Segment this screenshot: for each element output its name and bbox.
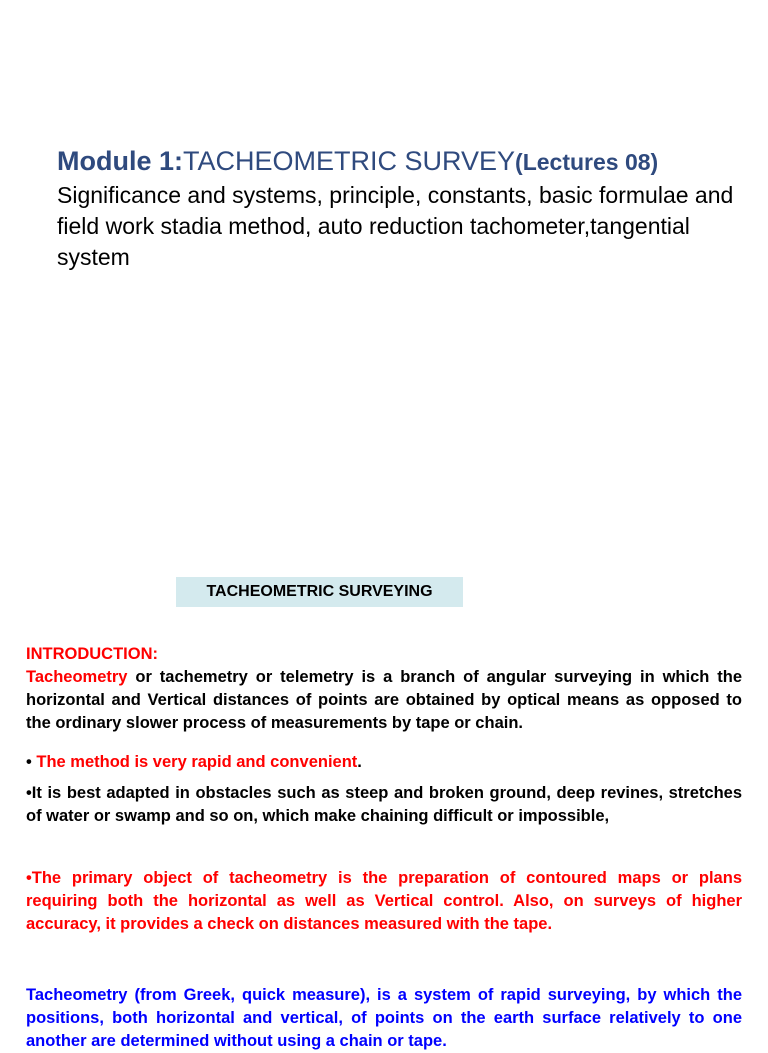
module-label: Module 1: (57, 146, 183, 176)
introduction-term: Tacheometry (26, 668, 128, 686)
bullet-primary-object: •The primary object of tacheometry is the preparation of contoured maps or plans requiring both the horizontal as well as Vertical control. Also, on surveys of higher accuracy, it provides a check on distances measured with the tape. (26, 869, 742, 933)
bullet-rapid-end: . (357, 753, 362, 771)
section-title: TACHEOMETRIC SURVEYING (176, 577, 463, 607)
introduction-text: or tachemetry or telemetry is a branch of angular surveying in which the horizontal and Vertical distances of points are obtained by optical means as opposed to the ordinary slower process of measurements by tape or chain. (26, 668, 742, 732)
bullet-rapid-text: The method is very rapid and convenient (36, 753, 358, 771)
module-heading (57, 144, 757, 179)
module-lectures: (Lectures 08) (515, 149, 659, 175)
bullet-obstacles: •It is best adapted in obstacles such as steep and broken ground, deep revines, stretches of water or swamp and so on, which make chaining difficult or impossible, (26, 784, 742, 825)
introduction-paragraph (26, 666, 742, 735)
bullet-rapid (26, 751, 742, 774)
bullet-marker: • (26, 753, 37, 771)
module-topic: TACHEOMETRIC SURVEY (183, 146, 516, 176)
module-description: Significance and systems, principle, constants, basic formulae and field work stadia method, auto reduction tachometer,tangential system (57, 182, 734, 270)
introduction-heading: INTRODUCTION: (26, 645, 158, 663)
greek-definition-paragraph: Tacheometry (from Greek, quick measure), is a system of rapid surveying, by which the positions, both horizontal and vertical, of points on the earth surface relatively to one another are determined without using a chain or tape. (26, 986, 742, 1050)
